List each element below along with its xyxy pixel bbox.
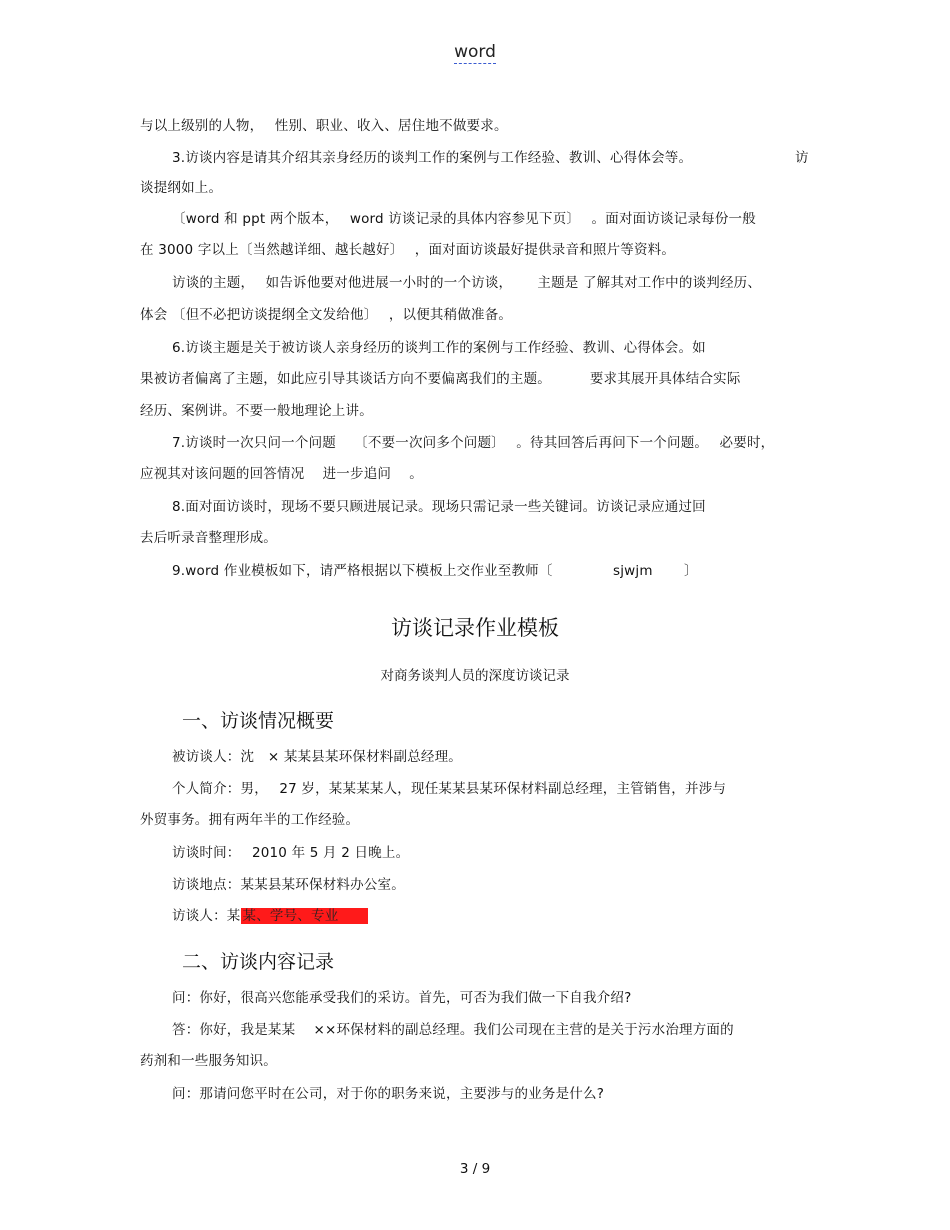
paragraph-line: 应视其对该问题的回答情况 进一步追问 。: [140, 466, 423, 482]
paragraph-line: 经历、案例讲。不要一般地理论上讲。: [140, 403, 373, 419]
header-title-text: word: [454, 42, 496, 62]
template-subtitle: 对商务谈判人员的深度访谈记录: [380, 668, 570, 684]
section-heading-content: 二、访谈内容记录: [182, 951, 335, 973]
teacher-email: sjwjm: [613, 563, 653, 579]
paragraph-line: 〕: [684, 563, 698, 579]
question-line: 问：那请问您平时在公司，对于你的职务来说，主要涉与的业务是什么?: [172, 1086, 605, 1102]
header-title: [0, 42, 950, 62]
paragraph-line: 去后听录音整理形成。: [140, 530, 277, 546]
paragraph-line: 8.面对面访谈时，现场不要只顾进展记录。现场只需记录一些关键词。访谈记录应通过回: [172, 499, 706, 515]
paragraph-line: 访谈的主题， 如告诉他要对他进展一小时的一个访谈， 主题是 了解其对工作中的谈判经历、: [172, 275, 762, 291]
question-line: 问：你好，很高兴您能承受我们的采访。首先，可否为我们做一下自我介绍?: [172, 990, 632, 1006]
interviewee-line: 被访谈人：沈 × 某某县某环保材料副总经理。: [172, 749, 463, 765]
profile-line: 外贸事务。拥有两年半的工作经验。: [140, 812, 360, 828]
paragraph-line: 谈提纲如上。: [140, 180, 223, 196]
paragraph-line: 访: [795, 150, 809, 166]
template-title: 访谈记录作业模板: [391, 616, 559, 640]
paragraph-line: 9.word 作业模板如下，请严格根据以下模板上交作业至教师〔: [172, 563, 553, 579]
interview-place: 访谈地点：某某县某环保材料办公室。: [172, 877, 405, 893]
page-number: 3 / 9: [459, 1161, 491, 1177]
paragraph-line: 在 3000 字以上〔当然越详细、越长越好〕 ，面对面访谈最好提供录音和照片等资料。: [140, 242, 676, 258]
paragraph-line: 果被访者偏离了主题，如此应引导其谈话方向不要偏离我们的主题。 要求其展开具体结合实际: [140, 371, 741, 387]
paragraph-line: 〔word 和 ppt 两个版本， word 访谈记录的具体内容参见下页〕 。面对面访谈记录每份一般: [172, 211, 756, 227]
paragraph-line: 与以上级别的人物， 性别、职业、收入、居住地不做要求。: [140, 118, 508, 134]
paragraph-line: 7.访谈时一次只问一个问题 〔不要一次问多个问题〕 。待其回答后再问下一个问题。 必要时，: [172, 435, 775, 451]
section-heading-overview: 一、访谈情况概要: [182, 710, 335, 732]
interviewer-line: [172, 907, 368, 925]
paragraph-line: 6.访谈主题是关于被访谈人亲身经历的谈判工作的案例与工作经验、教训、心得体会。如: [172, 340, 706, 356]
profile-line: 个人简介：男， 27 岁，某某某某人，现任某某县某环保材料副总经理，主管销售，并涉与: [172, 781, 727, 797]
answer-line: 答：你好，我是某某 ××环保材料的副总经理。我们公司现在主营的是关于污水治理方面的: [172, 1022, 734, 1038]
interviewer-highlight: 某、学号、专业: [242, 908, 366, 924]
interviewer-label: 访谈人：某: [172, 908, 241, 924]
interview-time: 访谈时间： 2010 年 5 月 2 日晚上。: [172, 845, 410, 861]
paragraph-line: 3.访谈内容是请其介绍其亲身经历的谈判工作的案例与工作经验、教训、心得体会等。: [172, 150, 693, 166]
paragraph-line: 体会 〔但不必把访谈提纲全文发给他〕 ，以便其稍做准备。: [140, 307, 513, 323]
answer-line: 药剂和一些服务知识。: [140, 1053, 277, 1069]
